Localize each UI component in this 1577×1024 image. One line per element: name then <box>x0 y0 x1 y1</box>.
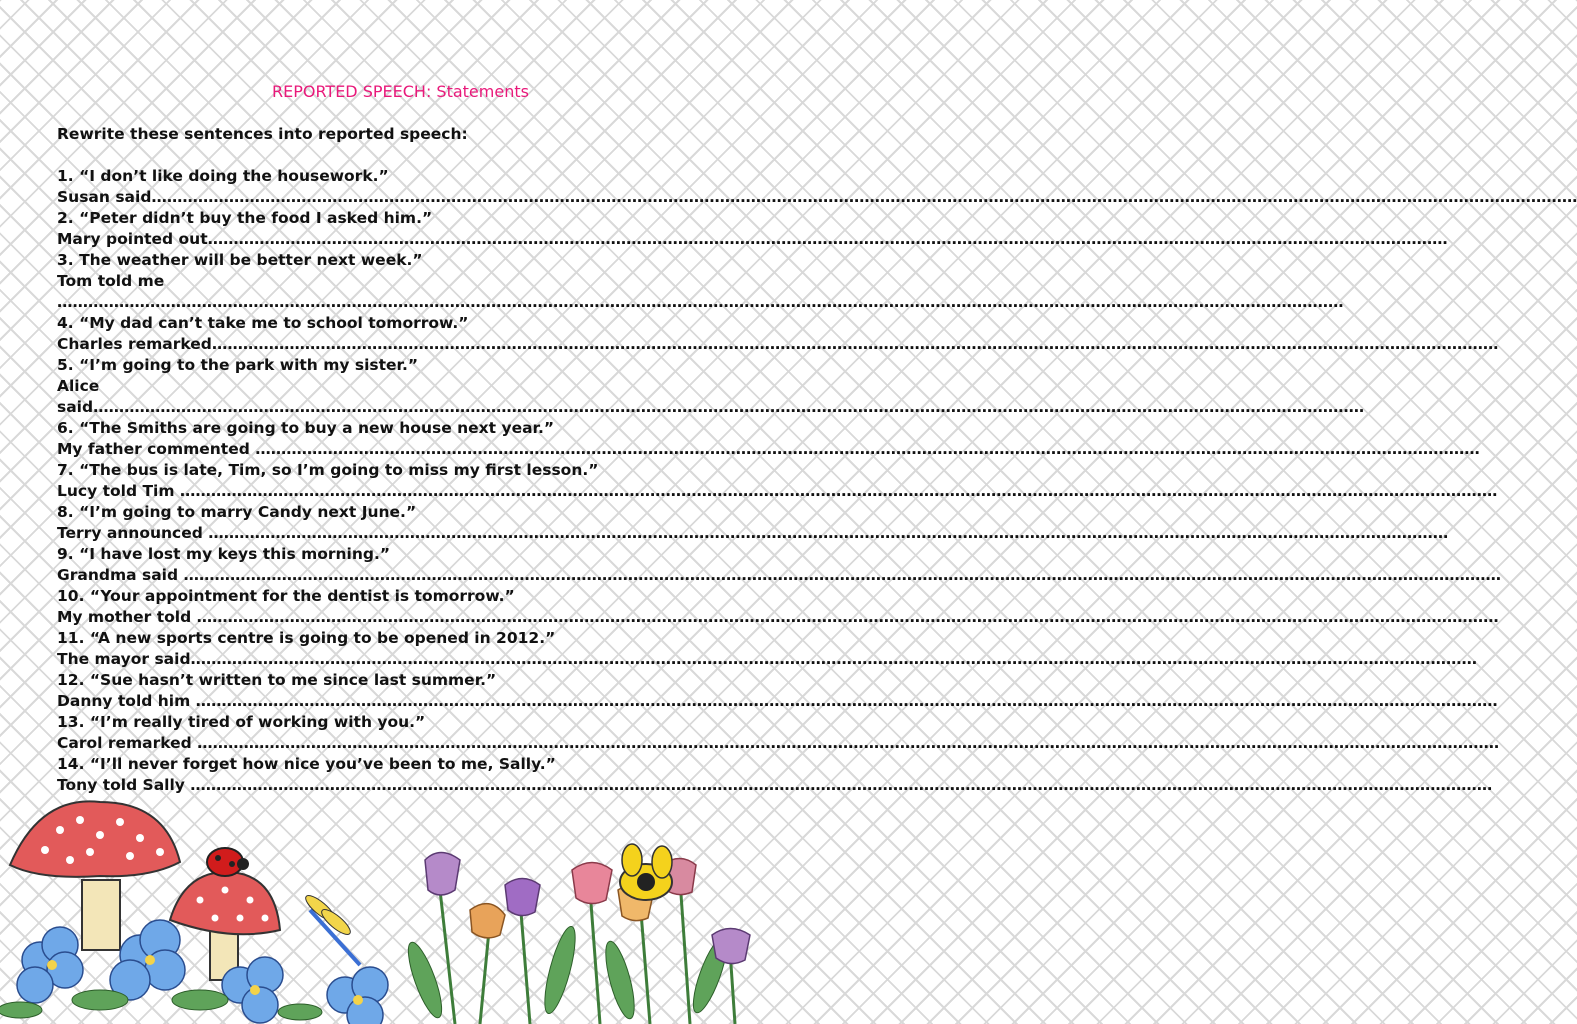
answer-line[interactable]: Terry announced …………………………………………………………………………………………………………………………………………………………………………………………………………………… <box>57 524 1449 542</box>
answer-line[interactable]: The mayor said…………………………………………………………………………………………………………………………………………………………………………………………………………………………… <box>57 650 1478 668</box>
exercise-quote: 7. “The bus is late, Tim, so I’m going to miss my first lesson.” <box>57 461 599 479</box>
exercise-quote: 1. “I don’t like doing the housework.” <box>57 167 389 185</box>
exercise-quote: 5. “I’m going to the park with my sister.” <box>57 356 419 374</box>
exercise-quote: 8. “I’m going to marry Candy next June.” <box>57 503 417 521</box>
answer-line[interactable]: Alice <box>57 377 100 395</box>
exercise-quote: 6. “The Smiths are going to buy a new house next year.” <box>57 419 555 437</box>
exercise-quote: 12. “Sue hasn’t written to me since last summer.” <box>57 671 497 689</box>
exercise-quote: 4. “My dad can’t take me to school tomorrow.” <box>57 314 469 332</box>
answer-line[interactable]: …………………………………………………………………………………………………………………………………………………………………………………………………………………………… <box>57 293 1344 311</box>
ladybug-icon <box>207 848 249 876</box>
dragonfly-icon <box>302 892 360 965</box>
answer-line[interactable]: Charles remarked…………………………………………………………………………………………………………………………………………………………………………………………………………………………… <box>57 335 1499 353</box>
answer-line[interactable]: Tom told me <box>57 272 165 290</box>
bee-icon <box>620 844 672 900</box>
exercise-list <box>57 166 1577 796</box>
answer-line[interactable]: My father commented ………………………………………………………………………………………………………………………………………………………………………………………………………………… <box>57 440 1480 458</box>
answer-line[interactable]: Susan said…………………………………………………………………………………………………………………………………………………………………………………………………………………………………………………… <box>57 188 1577 206</box>
answer-line[interactable]: My mother told ……………………………………………………………………………………………………………………………………………………………………………………………………………………………… <box>57 608 1499 626</box>
exercise-quote: 11. “A new sports centre is going to be opened in 2012.” <box>57 629 556 647</box>
exercise-quote: 2. “Peter didn’t buy the food I asked him.” <box>57 209 433 227</box>
answer-line[interactable]: Carol remarked ……………………………………………………………………………………………………………………………………………………………………………………………………………………………… <box>57 734 1500 752</box>
exercise-quote: 3. The weather will be better next week.” <box>57 251 423 269</box>
exercise-quote: 9. “I have lost my keys this morning.” <box>57 545 391 563</box>
answer-line[interactable]: said………………………………………………………………………………………………………………………………………………………………………………………………………………………… <box>57 398 1365 416</box>
exercise-quote: 14. “I’ll never forget how nice you’ve been to me, Sally.” <box>57 755 556 773</box>
instruction: Rewrite these sentences into reported speech: <box>57 125 468 143</box>
worksheet-title: REPORTED SPEECH: Statements <box>272 82 529 101</box>
answer-line[interactable]: Mary pointed out…………………………………………………………………………………………………………………………………………………………………………………………………………………… <box>57 230 1448 248</box>
flowers-illustration <box>0 790 768 1024</box>
answer-line[interactable]: Grandma said ………………………………………………………………………………………………………………………………………………………………………………………………………………………………… <box>57 566 1501 584</box>
exercise-quote: 10. “Your appointment for the dentist is tomorrow.” <box>57 587 515 605</box>
answer-line[interactable]: Lucy told Tim ………………………………………………………………………………………………………………………………………………………………………………………………………………………………… <box>57 482 1498 500</box>
exercise-quote: 13. “I’m really tired of working with you.” <box>57 713 426 731</box>
worksheet-body <box>57 124 1577 796</box>
tulips-icon <box>402 853 750 1024</box>
answer-line[interactable]: Tony told Sally ……………………………………………………………………………………………………………………………………………………………………………………………………………………………… <box>57 776 1493 794</box>
answer-line[interactable]: Danny told him ……………………………………………………………………………………………………………………………………………………………………………………………………………………………… <box>57 692 1498 710</box>
